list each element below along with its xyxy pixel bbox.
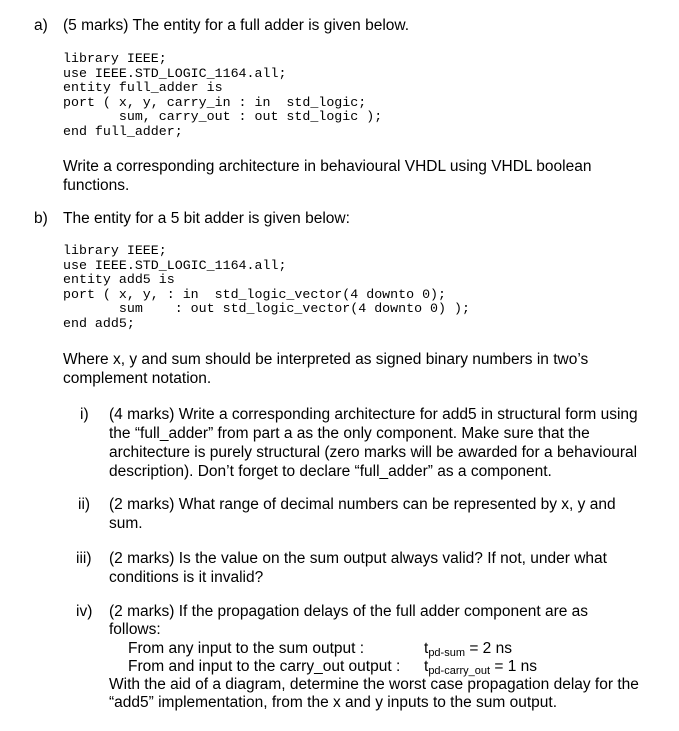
delay-amount: = 2 ns bbox=[469, 640, 512, 657]
part-b-heading: The entity for a 5 bit adder is given below: bbox=[63, 210, 350, 227]
part-b-note-line: Where x, y and sum should be interpreted as signed binary numbers in two’s bbox=[63, 351, 589, 368]
subquestion-line: architecture is purely structural (zero marks will be awarded for a behavioural bbox=[109, 444, 638, 461]
part-a-instruction-line: Write a corresponding architecture in behavioural VHDL using VHDL boolean bbox=[63, 158, 592, 175]
subquestion-line: (4 marks) Write a corresponding architecture for add5 in structural form using bbox=[109, 406, 638, 423]
subquestion-label: iv) bbox=[76, 603, 93, 620]
part-a-instruction-line: functions. bbox=[63, 177, 130, 194]
subquestion-line: sum. bbox=[109, 515, 143, 532]
subquestion-line: (2 marks) Is the value on the sum output always valid? If not, under what bbox=[109, 550, 607, 567]
subquestion-line: description). Don’t forget to declare “full_adder” as a component. bbox=[109, 463, 552, 480]
delay-description: From and input to the carry_out output : bbox=[128, 658, 401, 675]
part-b-note-line: complement notation. bbox=[63, 370, 212, 387]
delay-amount: = 1 ns bbox=[494, 658, 538, 675]
code-line: end add5; bbox=[63, 316, 135, 331]
subquestion-line: follows: bbox=[109, 621, 161, 638]
subquestion-line: “add5” implementation, from the x and y inputs to the sum output. bbox=[109, 694, 558, 711]
code-line: library IEEE; bbox=[63, 51, 167, 66]
delay-symbol: t bbox=[424, 658, 429, 675]
part-a-label: a) bbox=[34, 17, 48, 34]
delay-symbol: t bbox=[424, 640, 429, 657]
code-line: sum, carry_out : out std_logic ); bbox=[63, 109, 383, 125]
subquestion-label: i) bbox=[80, 406, 89, 423]
code-line: sum : out std_logic_vector(4 downto 0) ); bbox=[63, 301, 470, 317]
subquestion-line: the “full_adder” from part a as the only component. Make sure that the bbox=[109, 425, 590, 442]
subquestion-line: conditions is it invalid? bbox=[109, 569, 264, 586]
subquestion-line: (2 marks) What range of decimal numbers can be represented by x, y and bbox=[109, 496, 616, 513]
subquestion-label: ii) bbox=[78, 496, 91, 513]
delay-description: From any input to the sum output : bbox=[128, 640, 365, 657]
code-line: library IEEE; bbox=[63, 243, 167, 258]
code-line: port ( x, y, carry_in : in std_logic; bbox=[63, 94, 367, 110]
delay-subscript: pd-sum bbox=[428, 647, 465, 659]
subquestion-line: With the aid of a diagram, determine the worst case propagation delay for the bbox=[109, 676, 639, 693]
delay-subscript: pd-carry_out bbox=[428, 665, 491, 677]
delay-value bbox=[424, 658, 537, 677]
code-line: entity full_adder is bbox=[63, 80, 223, 96]
part-b-label: b) bbox=[34, 210, 48, 227]
delay-value bbox=[424, 640, 512, 659]
code-line: end full_adder; bbox=[63, 124, 183, 139]
code-line: port ( x, y, : in std_logic_vector(4 downto 0); bbox=[63, 286, 447, 302]
code-line: entity add5 is bbox=[63, 272, 175, 288]
subquestion-line: (2 marks) If the propagation delays of the full adder component are as bbox=[109, 603, 589, 620]
part-a-heading: (5 marks) The entity for a full adder is given below. bbox=[63, 17, 410, 34]
code-line: use IEEE.STD_LOGIC_1164.all; bbox=[63, 65, 287, 81]
code-line: use IEEE.STD_LOGIC_1164.all; bbox=[63, 257, 287, 273]
subquestion-label: iii) bbox=[76, 550, 92, 567]
